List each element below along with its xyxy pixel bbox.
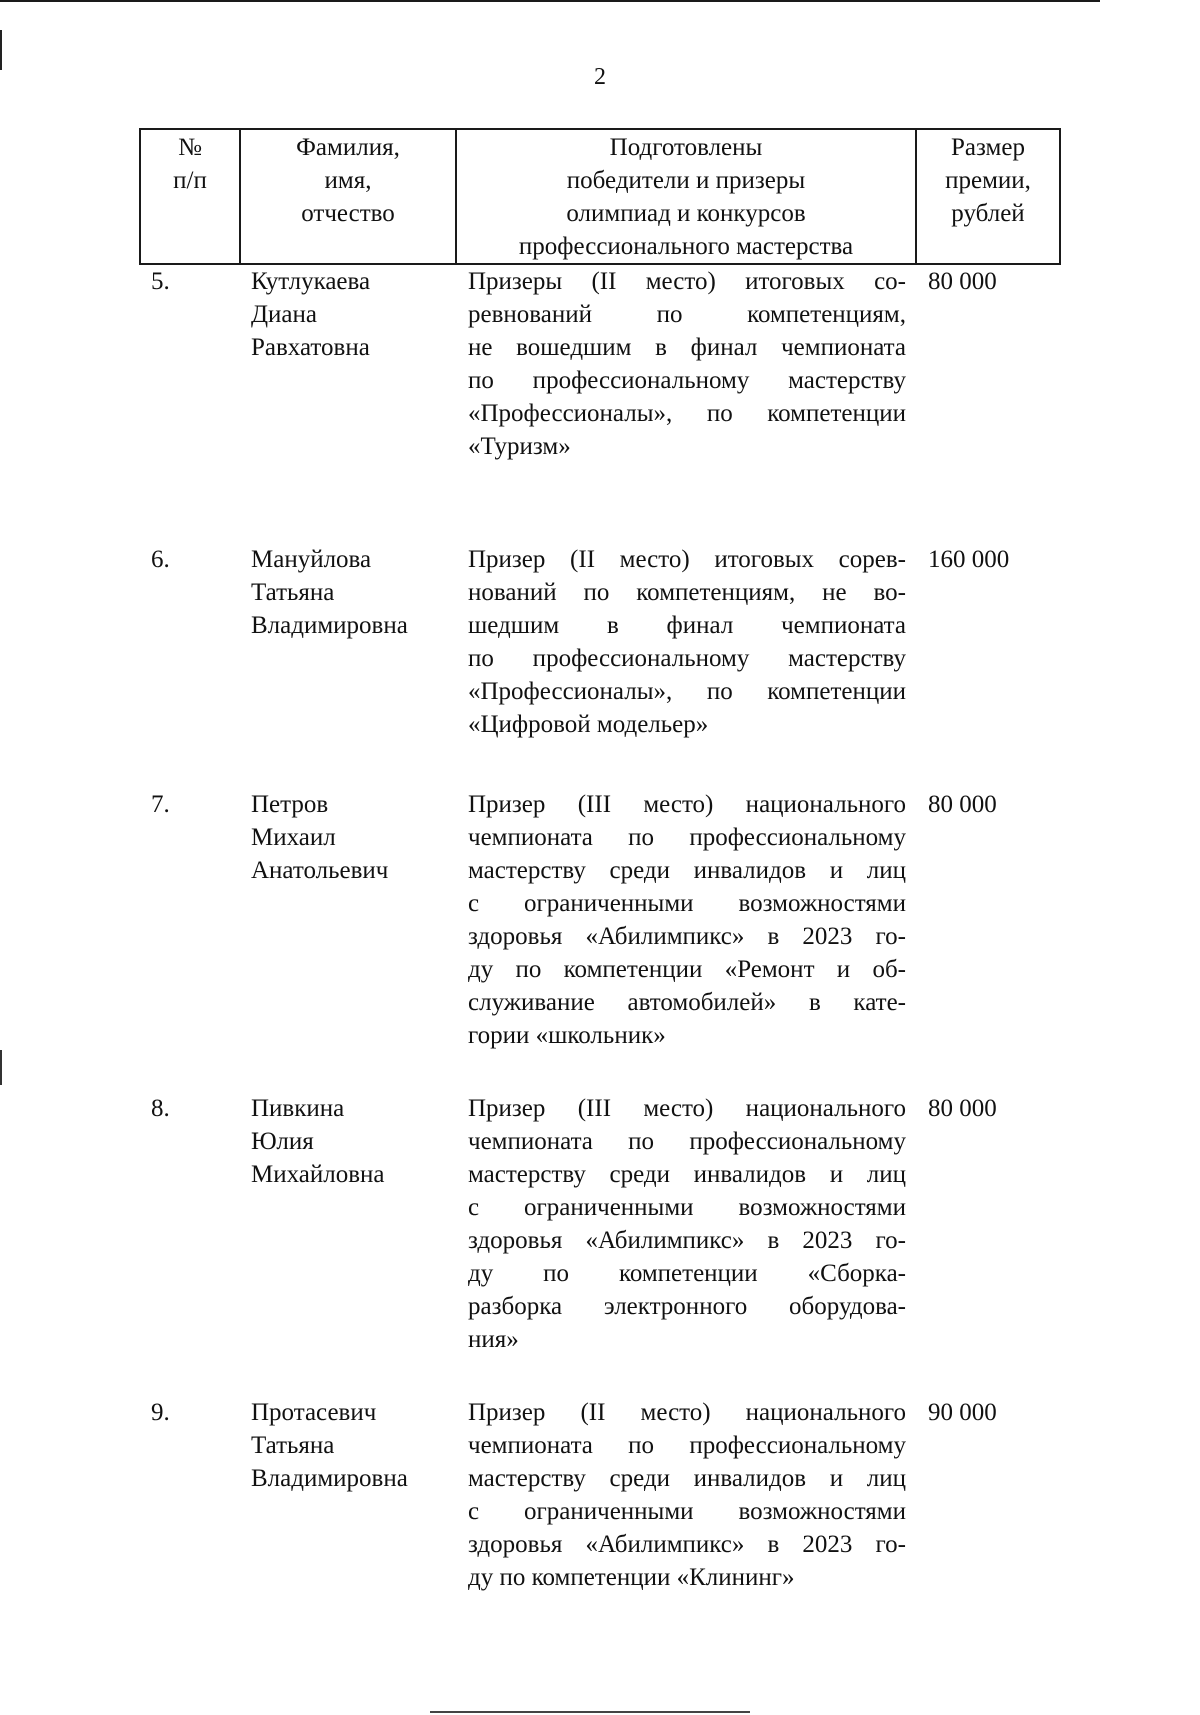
- row-number: 7.: [151, 791, 170, 818]
- row-number: 8.: [151, 1095, 170, 1122]
- row-award-amount: 80 000: [928, 791, 997, 818]
- row-number: 5.: [151, 268, 170, 295]
- table-row: [140, 788, 1060, 1052]
- header-full-name: Фамилия, имя, отчество: [240, 129, 456, 264]
- row-award-amount: 160 000: [928, 546, 1010, 573]
- header-award-amount: Размер премии, рублей: [916, 129, 1060, 264]
- row-full-name: Кутлукаева Диана Равхатовна: [251, 268, 371, 361]
- scan-edge-top: [0, 0, 1100, 2]
- row-achievement: Призер (III место) национального чемпионата по профессиональному мастерству среди инвалидов и лиц с ограниченными возможностями здоровья «Абилимпикс» в 2023 го- ду по компетенции «Ремонт и об- служивание автомобилей» в кате- гории «школьник»: [468, 791, 906, 1049]
- row-achievement: Призер (II место) итоговых сорев- нований по компетенциям, не во- шедшим в финал чемпионата по профессиональному мастерству «Профессионалы», по компетенции «Цифровой модельер»: [468, 546, 906, 738]
- table-row: [140, 1396, 1060, 1594]
- award-table-header: [140, 129, 1060, 264]
- header-number: № п/п: [140, 129, 240, 264]
- row-number: 9.: [151, 1399, 170, 1426]
- page-number: 2: [594, 64, 606, 90]
- award-table: [139, 128, 1061, 1594]
- row-achievement: Призер (III место) национального чемпионата по профессиональному мастерству среди инвалидов и лиц с ограниченными возможностями здоровья «Абилимпикс» в 2023 го- ду по компетенции «Сборка- разборка электронного оборудова- ния»: [468, 1095, 906, 1353]
- table-row: [140, 543, 1060, 741]
- row-number: 6.: [151, 546, 170, 573]
- row-spacer: [140, 1356, 1060, 1396]
- scan-edge-bottom: [430, 1711, 750, 1713]
- award-table-body: [140, 264, 1060, 1594]
- row-full-name: Петров Михаил Анатольевич: [251, 791, 389, 884]
- row-spacer: [140, 463, 1060, 543]
- row-award-amount: 80 000: [928, 1095, 997, 1122]
- row-full-name: Мануйлова Татьяна Владимировна: [251, 546, 408, 639]
- row-full-name: Протасевич Татьяна Владимировна: [251, 1399, 408, 1492]
- row-achievement: Призер (II место) национального чемпионата по профессиональному мастерству среди инвалидов и лиц с ограниченными возможностями здоровья «Абилимпикс» в 2023 го- ду по компетенции «Клининг»: [468, 1399, 906, 1591]
- row-award-amount: 80 000: [928, 268, 997, 295]
- table-row: [140, 264, 1060, 463]
- row-award-amount: 90 000: [928, 1399, 997, 1426]
- scan-edge-left-lower: [0, 1050, 2, 1085]
- row-full-name: Пивкина Юлия Михайловна: [251, 1095, 385, 1188]
- row-achievement: Призеры (II место) итоговых со- ревнований по компетенциям, не вошедшим в финал чемпионата по профессиональному мастерству «Профессионалы», по компетенции «Туризм»: [468, 268, 906, 460]
- row-spacer: [140, 741, 1060, 788]
- table-row: [140, 1092, 1060, 1356]
- header-achievement: Подготовлены победители и призеры олимпиад и конкурсов профессионального мастерства: [456, 129, 916, 264]
- row-spacer: [140, 1052, 1060, 1092]
